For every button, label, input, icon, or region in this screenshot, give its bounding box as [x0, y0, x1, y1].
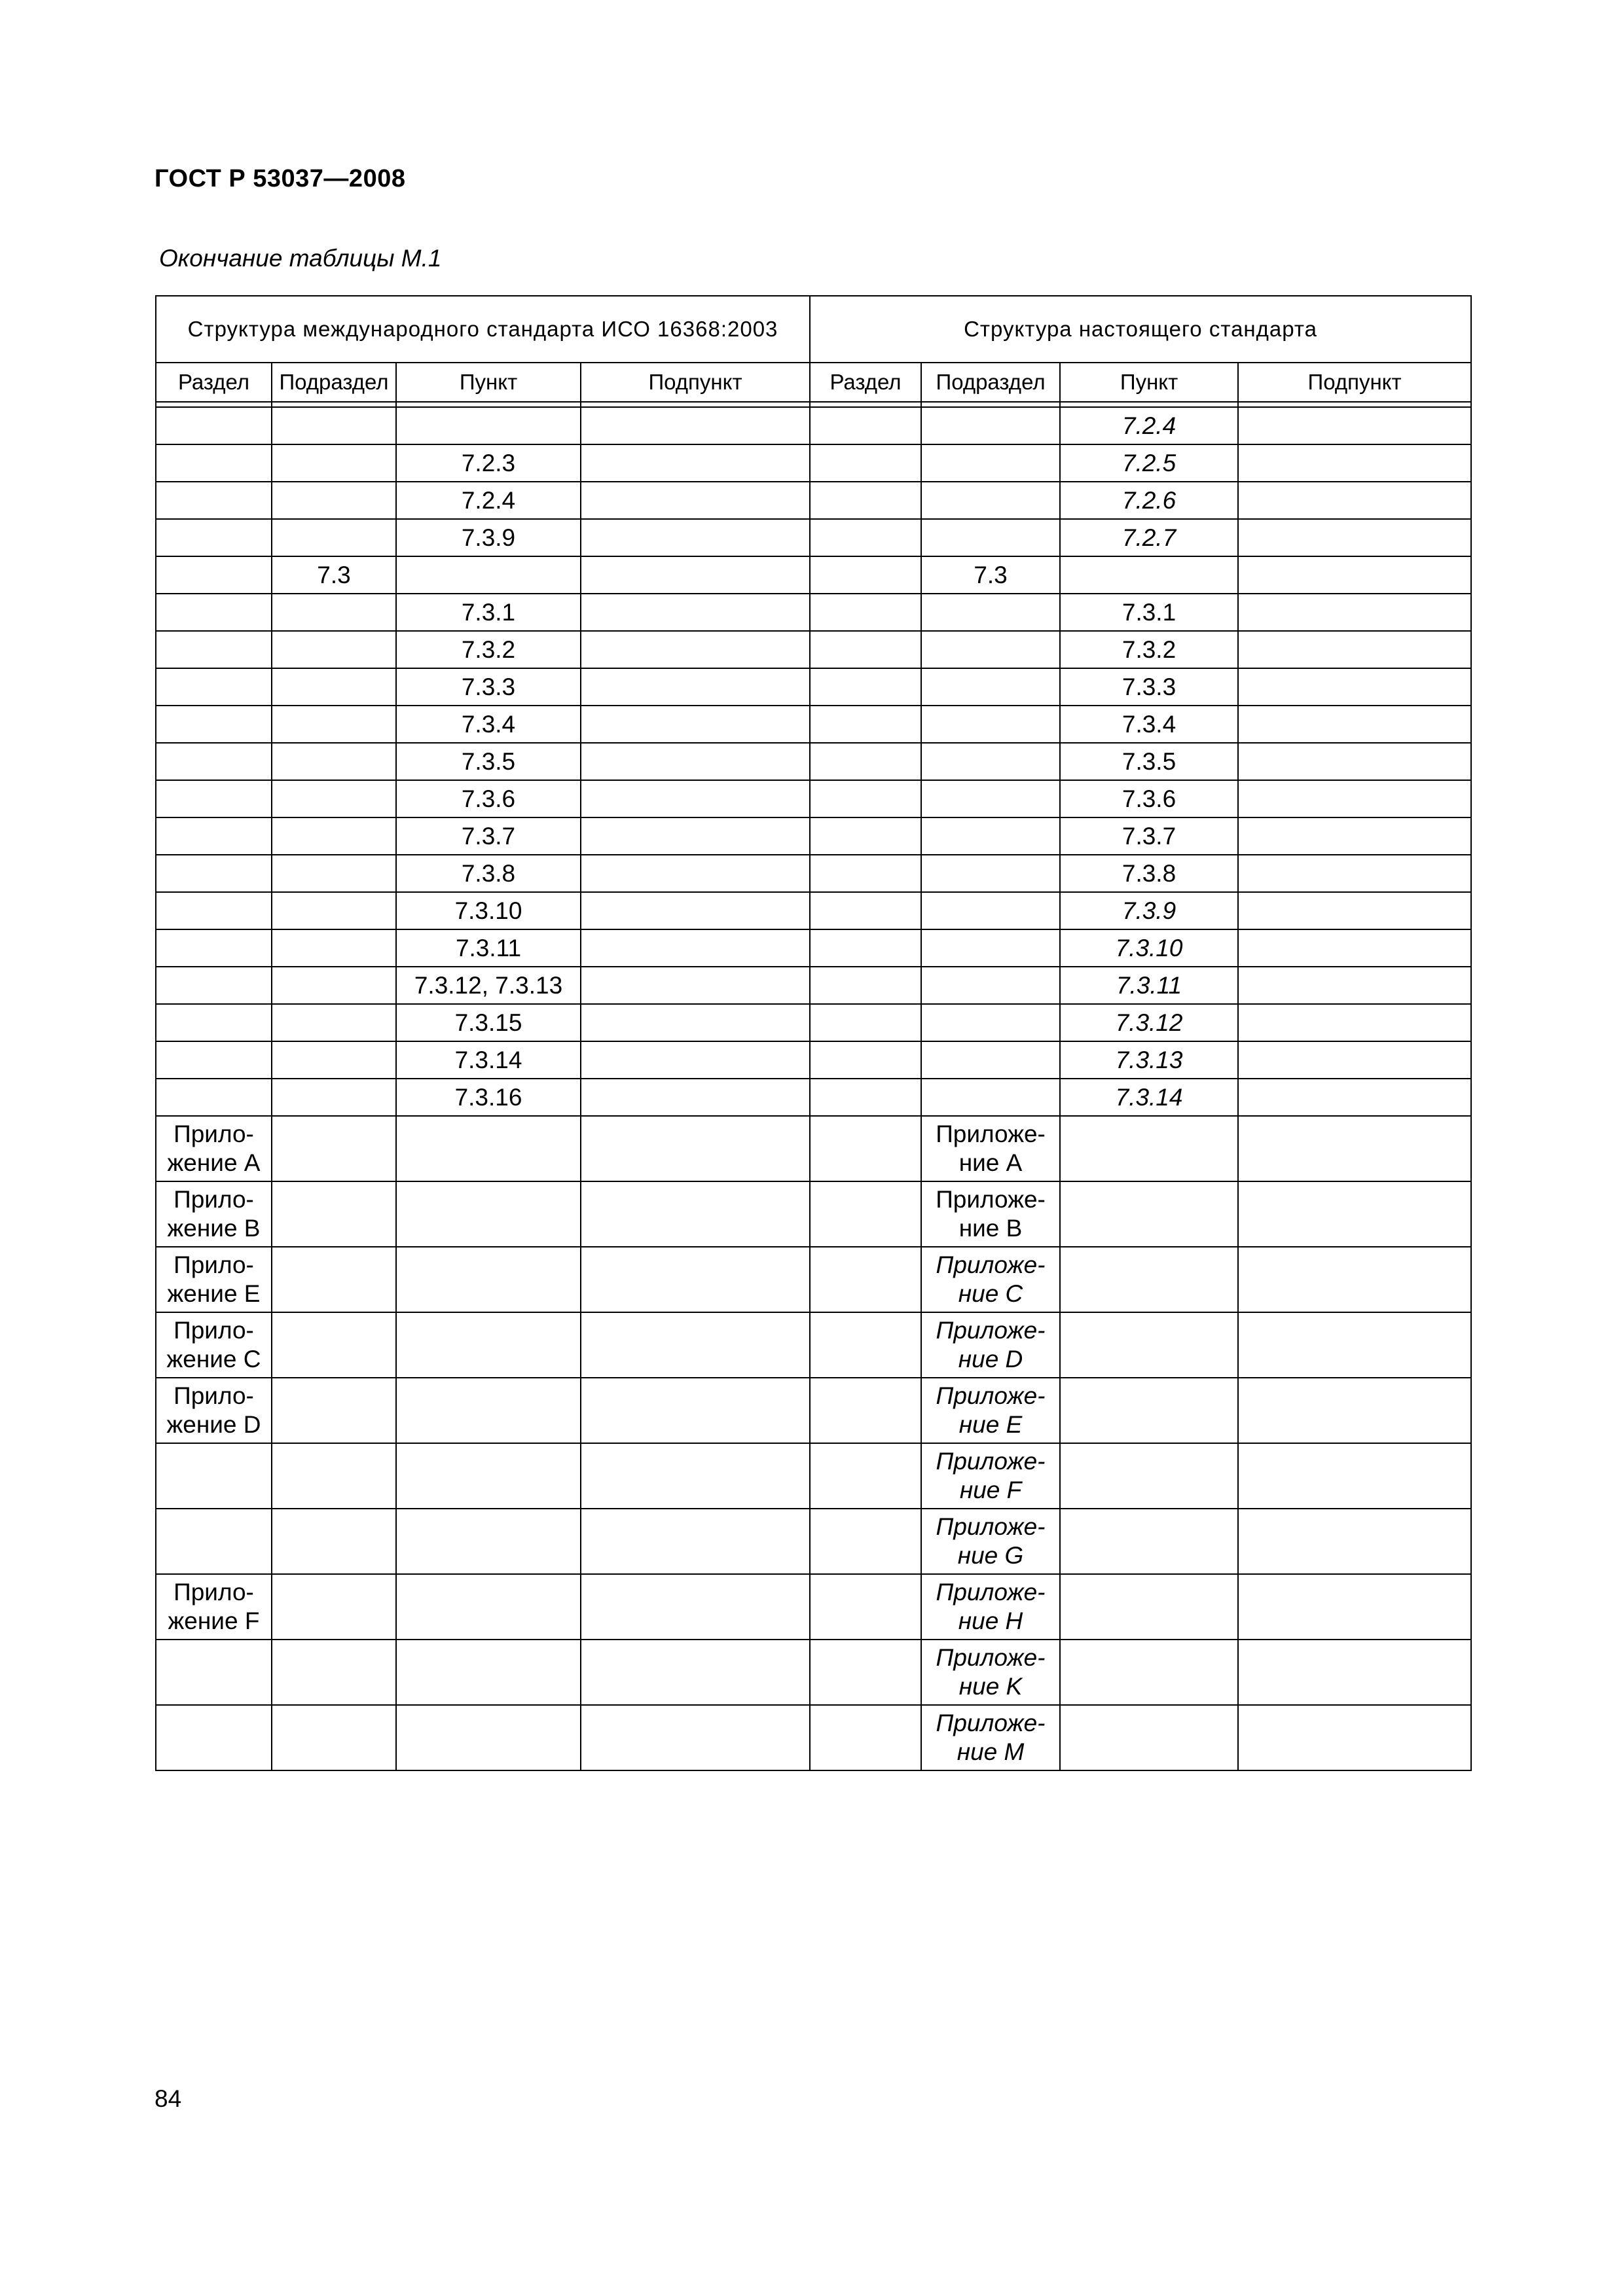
table-cell: [272, 444, 396, 482]
table-cell: [1060, 1378, 1238, 1443]
table-cell: [156, 594, 272, 631]
table-cell: [810, 1378, 921, 1443]
table-cell: [272, 855, 396, 892]
table-cell: [921, 855, 1060, 892]
table-cell: [921, 407, 1060, 444]
table-cell: [810, 892, 921, 929]
table-cell: [396, 1247, 581, 1312]
table-cell: [1238, 1443, 1471, 1509]
table-cell: 7.3.9: [396, 519, 581, 556]
table-cell: [156, 1705, 272, 1770]
table-cell: 7.3.8: [396, 855, 581, 892]
table-cell: 7.3.1: [396, 594, 581, 631]
table-cell: Приложе- ние F: [921, 1443, 1060, 1509]
table-cell: [156, 780, 272, 817]
table-cell: [1238, 1640, 1471, 1705]
table-cell: [810, 444, 921, 482]
table-cell: [921, 743, 1060, 780]
table-cell: Прило- жение A: [156, 1116, 272, 1181]
table-cell: [156, 519, 272, 556]
table-row: [156, 1705, 1471, 1770]
page-number: 84: [155, 2085, 182, 2112]
table-cell: [810, 1509, 921, 1574]
table-cell: [581, 1443, 810, 1509]
table-row: [156, 817, 1471, 855]
table-cell: [581, 892, 810, 929]
table-cell: 7.3.1: [1060, 594, 1238, 631]
table-cell: [156, 407, 272, 444]
table-row: [156, 1443, 1471, 1509]
table-row: [156, 855, 1471, 892]
table-cell: [156, 668, 272, 706]
table-cell: [272, 1247, 396, 1312]
table-cell: [581, 631, 810, 668]
table-cell: [272, 1041, 396, 1079]
table-cell: [1060, 1705, 1238, 1770]
table-row: [156, 1509, 1471, 1574]
table-cell: 7.3.12, 7.3.13: [396, 967, 581, 1004]
table-cell: [581, 706, 810, 743]
table-cell: [272, 1574, 396, 1640]
table-cell: [581, 482, 810, 519]
table-row: [156, 407, 1471, 444]
table-cell: [272, 594, 396, 631]
column-header: Подраздел: [272, 363, 396, 402]
table-cell: [156, 482, 272, 519]
table-row: [156, 668, 1471, 706]
table-cell: [1060, 1509, 1238, 1574]
table-cell: 7.3.14: [396, 1041, 581, 1079]
table-row: [156, 1181, 1471, 1247]
table-cell: [581, 668, 810, 706]
table-cell: [156, 1443, 272, 1509]
table-row: [156, 594, 1471, 631]
table-cell: 7.3: [272, 556, 396, 594]
correspondence-table: [155, 295, 1472, 1771]
table-row: [156, 482, 1471, 519]
table-cell: 7.3.5: [1060, 743, 1238, 780]
table-cell: [581, 1004, 810, 1041]
table-cell: 7.2.5: [1060, 444, 1238, 482]
table-cell: 7.3.11: [396, 929, 581, 967]
table-cell: [156, 444, 272, 482]
table-cell: [810, 631, 921, 668]
table-cell: 7.3.7: [1060, 817, 1238, 855]
table-cell: [396, 1312, 581, 1378]
table-cell: [1060, 1574, 1238, 1640]
table-cell: [581, 519, 810, 556]
table-cell: [1238, 892, 1471, 929]
table-cell: [581, 407, 810, 444]
column-header: Раздел: [156, 363, 272, 402]
table-cell: [810, 706, 921, 743]
table-cell: [156, 855, 272, 892]
table-cell: [581, 780, 810, 817]
table-cell: [581, 743, 810, 780]
table-cell: [1238, 631, 1471, 668]
table-row: [156, 1079, 1471, 1116]
table-cell: 7.3.14: [1060, 1079, 1238, 1116]
table-cell: [156, 1640, 272, 1705]
table-cell: [396, 1705, 581, 1770]
table-cell: [1060, 1312, 1238, 1378]
table-cell: [1238, 1247, 1471, 1312]
table-cell: [810, 407, 921, 444]
table-cell: [810, 967, 921, 1004]
table-cell: [272, 1004, 396, 1041]
table-cell: [272, 1640, 396, 1705]
table-cell: [581, 1378, 810, 1443]
table-cell: [810, 743, 921, 780]
table-cell: [810, 1116, 921, 1181]
table-cell: 7.2.3: [396, 444, 581, 482]
table-cell: [1238, 967, 1471, 1004]
table-row: [156, 1640, 1471, 1705]
table-cell: [1238, 444, 1471, 482]
table-cell: [1238, 482, 1471, 519]
table-cell: 7.2.4: [396, 482, 581, 519]
table-cell: [921, 594, 1060, 631]
table-cell: [1060, 1181, 1238, 1247]
table-cell: [581, 1640, 810, 1705]
table-cell: [272, 706, 396, 743]
table-cell: [1238, 594, 1471, 631]
table-cell: [396, 1443, 581, 1509]
table-cell: [156, 556, 272, 594]
table-cell: 7.3.3: [396, 668, 581, 706]
table-cell: 7.3.2: [1060, 631, 1238, 668]
table-cell: 7.2.4: [1060, 407, 1238, 444]
table-cell: [921, 631, 1060, 668]
table-cell: [581, 1509, 810, 1574]
table-cell: [1238, 706, 1471, 743]
table-cell: 7.3.8: [1060, 855, 1238, 892]
table-cell: [810, 780, 921, 817]
table-cell: [396, 1378, 581, 1443]
table-cell: Приложе- ние K: [921, 1640, 1060, 1705]
document-code: ГОСТ Р 53037—2008: [155, 165, 406, 192]
table-cell: 7.3.6: [1060, 780, 1238, 817]
table-cell: 7.3.16: [396, 1079, 581, 1116]
table-cell: [581, 1312, 810, 1378]
table-cell: [272, 967, 396, 1004]
table-cell: [810, 929, 921, 967]
table-row: [156, 780, 1471, 817]
table-cell: [810, 855, 921, 892]
table-row: [156, 892, 1471, 929]
table-cell: [810, 1705, 921, 1770]
table-row: [156, 519, 1471, 556]
header-separator: [156, 402, 1471, 407]
table-row: [156, 1312, 1471, 1378]
table-cell: 7.3.15: [396, 1004, 581, 1041]
table-cell: [156, 1509, 272, 1574]
table-cell: 7.3.6: [396, 780, 581, 817]
table-cell: [581, 1079, 810, 1116]
table-cell: [810, 1312, 921, 1378]
table-cell: Приложе- ние D: [921, 1312, 1060, 1378]
table-cell: [810, 1247, 921, 1312]
table-cell: [810, 556, 921, 594]
table-body: [156, 407, 1471, 1770]
table-cell: [272, 1443, 396, 1509]
table-row: [156, 444, 1471, 482]
table-cell: [581, 817, 810, 855]
table-cell: [810, 817, 921, 855]
table-cell: Прило- жение E: [156, 1247, 272, 1312]
table-cell: 7.3.10: [396, 892, 581, 929]
table-cell: [156, 892, 272, 929]
table-cell: [581, 967, 810, 1004]
table-cell: [156, 706, 272, 743]
table-row: [156, 1041, 1471, 1079]
table-cell: [1238, 1705, 1471, 1770]
table-row: [156, 1247, 1471, 1312]
table-cell: 7.3.13: [1060, 1041, 1238, 1079]
table-cell: [921, 1004, 1060, 1041]
table-cell: Приложе- ние H: [921, 1574, 1060, 1640]
table-cell: [1238, 1079, 1471, 1116]
table-row: [156, 1378, 1471, 1443]
table-cell: [156, 1041, 272, 1079]
table-cell: [396, 556, 581, 594]
table-cell: [581, 1705, 810, 1770]
table-row: [156, 556, 1471, 594]
table-cell: [272, 407, 396, 444]
column-header: Пункт: [396, 363, 581, 402]
table-cell: [396, 1181, 581, 1247]
table-cell: [810, 482, 921, 519]
table-cell: 7.3.2: [396, 631, 581, 668]
column-header: Раздел: [810, 363, 921, 402]
table-cell: [1238, 407, 1471, 444]
table-row: [156, 967, 1471, 1004]
table-cell: [156, 967, 272, 1004]
table-cell: [1238, 1312, 1471, 1378]
table-cell: 7.3.11: [1060, 967, 1238, 1004]
table-cell: [810, 1181, 921, 1247]
table-cell: [810, 1079, 921, 1116]
table-row: [156, 1004, 1471, 1041]
table-cell: [921, 1079, 1060, 1116]
table-cell: [581, 1116, 810, 1181]
table-row: [156, 743, 1471, 780]
table-cell: [581, 1574, 810, 1640]
table-cell: Приложе- ние E: [921, 1378, 1060, 1443]
table-cell: [921, 706, 1060, 743]
table-cell: 7.3.3: [1060, 668, 1238, 706]
table-cell: [1060, 1640, 1238, 1705]
table-cell: [1238, 743, 1471, 780]
table-caption: Окончание таблицы М.1: [159, 245, 442, 272]
table-cell: [396, 1116, 581, 1181]
table-cell: [396, 1640, 581, 1705]
table-cell: [1060, 1443, 1238, 1509]
table-cell: 7.3: [921, 556, 1060, 594]
table-cell: [1238, 1509, 1471, 1574]
table-cell: [810, 1574, 921, 1640]
table-cell: [810, 519, 921, 556]
table-cell: Прило- жение B: [156, 1181, 272, 1247]
table-cell: [272, 1378, 396, 1443]
table-cell: [1238, 1041, 1471, 1079]
table-cell: [396, 1509, 581, 1574]
table-cell: [810, 1443, 921, 1509]
table-row: [156, 1116, 1471, 1181]
table-cell: [581, 594, 810, 631]
table-cell: [272, 1705, 396, 1770]
table-cell: [921, 892, 1060, 929]
table-cell: [272, 817, 396, 855]
table-cell: [272, 780, 396, 817]
table-cell: [272, 519, 396, 556]
table-cell: Прило- жение D: [156, 1378, 272, 1443]
table-cell: [156, 1079, 272, 1116]
table-cell: [581, 929, 810, 967]
table-cell: 7.3.9: [1060, 892, 1238, 929]
table-cell: [921, 1041, 1060, 1079]
table-cell: Приложе- ние C: [921, 1247, 1060, 1312]
table-cell: [581, 444, 810, 482]
table-cell: [1060, 556, 1238, 594]
table-cell: [1238, 855, 1471, 892]
table-cell: [1238, 1116, 1471, 1181]
table-cell: [156, 817, 272, 855]
table-row: [156, 631, 1471, 668]
table-cell: [1238, 817, 1471, 855]
table-cell: [272, 892, 396, 929]
table-cell: 7.3.12: [1060, 1004, 1238, 1041]
table-cell: [1238, 556, 1471, 594]
table-cell: [810, 1041, 921, 1079]
table-cell: [1060, 1247, 1238, 1312]
table-cell: [921, 929, 1060, 967]
table-cell: [272, 1312, 396, 1378]
table-cell: [396, 1574, 581, 1640]
table-cell: Приложе- ние G: [921, 1509, 1060, 1574]
table-cell: [810, 1004, 921, 1041]
table-cell: Приложе- ние B: [921, 1181, 1060, 1247]
table-cell: [581, 556, 810, 594]
table-cell: [921, 817, 1060, 855]
table-cell: [581, 1041, 810, 1079]
table-cell: [272, 1116, 396, 1181]
table-cell: [581, 1181, 810, 1247]
table-cell: Приложе- ние A: [921, 1116, 1060, 1181]
column-header: Подпункт: [1238, 363, 1471, 402]
table-cell: [581, 1247, 810, 1312]
table-cell: [921, 444, 1060, 482]
table-cell: [1238, 1181, 1471, 1247]
table-cell: [581, 855, 810, 892]
table-cell: Прило- жение C: [156, 1312, 272, 1378]
table-cell: [272, 743, 396, 780]
table-cell: [921, 967, 1060, 1004]
table-cell: [1238, 668, 1471, 706]
column-header: Подпункт: [581, 363, 810, 402]
column-header: Подраздел: [921, 363, 1060, 402]
table-cell: [272, 482, 396, 519]
table-cell: [810, 668, 921, 706]
table-row: [156, 706, 1471, 743]
table-cell: [810, 594, 921, 631]
table-cell: [921, 519, 1060, 556]
table-cell: [921, 482, 1060, 519]
table-cell: [272, 668, 396, 706]
table-cell: [272, 929, 396, 967]
table-cell: [272, 1181, 396, 1247]
table-cell: 7.3.4: [1060, 706, 1238, 743]
table-cell: [272, 1079, 396, 1116]
table-cell: [1060, 1116, 1238, 1181]
column-header: Пункт: [1060, 363, 1238, 402]
table-cell: [156, 631, 272, 668]
table-row: [156, 929, 1471, 967]
table-row: [156, 1574, 1471, 1640]
table-cell: 7.2.7: [1060, 519, 1238, 556]
table-cell: 7.2.6: [1060, 482, 1238, 519]
table-cell: 7.3.10: [1060, 929, 1238, 967]
table-cell: [156, 929, 272, 967]
table-cell: [1238, 1574, 1471, 1640]
table-cell: [156, 743, 272, 780]
table-cell: [921, 668, 1060, 706]
table-cell: [1238, 780, 1471, 817]
table-cell: [156, 1004, 272, 1041]
table-cell: [272, 1509, 396, 1574]
table-cell: [1238, 929, 1471, 967]
table-cell: [1238, 1378, 1471, 1443]
group-header-international: Структура международного стандарта ИСО 16368:2003: [156, 296, 810, 363]
table-cell: [396, 407, 581, 444]
table-cell: Прило- жение F: [156, 1574, 272, 1640]
table-cell: [921, 780, 1060, 817]
group-header-national: Структура настоящего стандарта: [810, 296, 1471, 363]
table-cell: [810, 1640, 921, 1705]
table-cell: 7.3.5: [396, 743, 581, 780]
table-cell: [1238, 1004, 1471, 1041]
table-cell: 7.3.4: [396, 706, 581, 743]
table-cell: 7.3.7: [396, 817, 581, 855]
table-cell: Приложе- ние M: [921, 1705, 1060, 1770]
table-cell: [272, 631, 396, 668]
table-cell: [1238, 519, 1471, 556]
